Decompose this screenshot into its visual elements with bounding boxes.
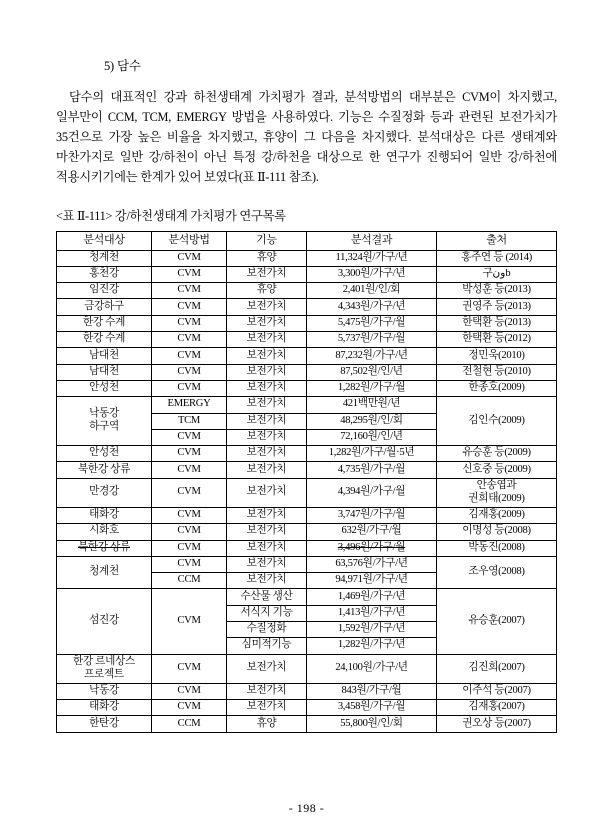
cell-target: 안성천 (57, 446, 152, 462)
cell-target: 한강 수계 (57, 332, 152, 348)
cell-function: 보전가치 (227, 332, 307, 348)
cell-target: 만경강 (57, 478, 152, 507)
table-caption: <표 Ⅱ-111> 강/하천생태계 가치평가 연구목록 (56, 208, 286, 223)
cell-result: 632원/가구/월 (307, 524, 437, 540)
cell-function: 보전가치 (227, 397, 307, 413)
cell-method: CVM (152, 315, 227, 331)
cell-source: 이주석 등(2007) (437, 683, 557, 699)
cell-result: 72,160원/인/년 (307, 429, 437, 445)
table-row (57, 683, 557, 699)
cell-function: 보전가치 (227, 540, 307, 556)
table-row (57, 556, 557, 572)
cell-method: CVM (152, 524, 227, 540)
cell-source: 정민욱(2010) (437, 348, 557, 364)
cell-source: 김인수(2009) (437, 397, 557, 446)
cell-source: 안송엽과 권희태(2009) (437, 478, 557, 507)
cell-method: CVM (152, 540, 227, 556)
cell-method: CVM (152, 700, 227, 716)
cell-result: 94,971원/가구/년 (307, 573, 437, 589)
cell-target: 시화호 (57, 524, 152, 540)
cell-function: 휴양 (227, 283, 307, 299)
page-number: - 198 - (288, 801, 325, 815)
cell-method: CVM (152, 507, 227, 523)
cell-function: 보전가치 (227, 524, 307, 540)
cell-function: 심미적기능 (227, 638, 307, 654)
table-row (57, 348, 557, 364)
cell-function: 보전가치 (227, 462, 307, 478)
cell-method: CVM (152, 364, 227, 380)
cell-result: 3,496원/가구/월 (307, 540, 437, 556)
cell-result: 421백만원/년 (307, 397, 437, 413)
cell-result: 24,100원/가구/년 (307, 654, 437, 683)
cell-method: CVM (152, 380, 227, 396)
cell-source: 구؜ونb (437, 266, 557, 282)
cell-source: 박성훈 등(2013) (437, 283, 557, 299)
cell-function: 보전가치 (227, 364, 307, 380)
cell-function: 보전가치 (227, 348, 307, 364)
cell-method: CVM (152, 266, 227, 282)
cell-function: 휴양 (227, 250, 307, 266)
cell-function: 보전가치 (227, 556, 307, 572)
cell-target: 북한강 상류 (57, 462, 152, 478)
cell-source: 김진희(2007) (437, 654, 557, 683)
cell-function: 보전가치 (227, 446, 307, 462)
cell-result: 5,475원/가구/월 (307, 315, 437, 331)
cell-result: 11,324원/가구/년 (307, 250, 437, 266)
column-header-target: 분석대상 (57, 231, 152, 250)
cell-source: 전철현 등(2010) (437, 364, 557, 380)
cell-result: 3,458원/가구/월 (307, 700, 437, 716)
cell-source: 이명성 등(2008) (437, 524, 557, 540)
cell-result: 1,413원/가구/년 (307, 605, 437, 621)
column-header-source: 출처 (437, 231, 557, 250)
cell-target: 낙동강 (57, 683, 152, 699)
table-row (57, 397, 557, 413)
cell-function: 보전가치 (227, 380, 307, 396)
cell-method: CCM (152, 573, 227, 589)
cell-target: 태화강 (57, 507, 152, 523)
cell-source: 김재홍(2007) (437, 700, 557, 716)
cell-source: 신호중 등(2009) (437, 462, 557, 478)
cell-method: CVM (152, 429, 227, 445)
cell-result: 1,592원/가구/년 (307, 621, 437, 637)
cell-result: 1,282원/가구/월·5년 (307, 446, 437, 462)
table-row (57, 540, 557, 556)
table-row (57, 299, 557, 315)
table-row (57, 507, 557, 523)
cell-target: 금강하구 (57, 299, 152, 315)
cell-method: CVM (152, 462, 227, 478)
table-row (57, 462, 557, 478)
cell-target: 임진강 (57, 283, 152, 299)
cell-function: 보전가치 (227, 573, 307, 589)
cell-target: 한강 수계 (57, 315, 152, 331)
cell-source: 한택환 등(2013) (437, 315, 557, 331)
cell-result: 63,576원/가구/년 (307, 556, 437, 572)
cell-result: 843원/가구/월 (307, 683, 437, 699)
cell-method: CVM (152, 299, 227, 315)
cell-source: 한종호(2009) (437, 380, 557, 396)
cell-function: 보전가치 (227, 429, 307, 445)
column-header-method: 분석방법 (152, 231, 227, 250)
cell-target: 낙동강 하구역 (57, 397, 152, 446)
cell-method: CVM (152, 332, 227, 348)
table-header-row (57, 231, 557, 250)
cell-method: CVM (152, 683, 227, 699)
cell-target: 섬진강 (57, 589, 152, 654)
table-row (57, 716, 557, 732)
valuation-study-table (56, 231, 557, 733)
cell-target: 남대천 (57, 364, 152, 380)
table-row (57, 524, 557, 540)
cell-method: CVM (152, 654, 227, 683)
body-paragraph: 담수의 대표적인 강과 하천생태계 가치평가 결과, 분석방법의 대부분은 CVM이 차지했고, 일부만이 CCM, TCM, EMERGY 방법을 사용하였다. 기능은 수질정화 등과 관련된 보전가치가 35건으로 가장 높은 비율을 차지했고, 휴양이 그 다음을 차지했다. 분석대상은 다른 생태계와 마찬가지로 일반 강/하천이 아닌 특정 강/하천을 대상으로 한 연구가 진행되어 일반 강/하천에 적용시키기에는 한계가 있어 보였다(표 Ⅱ-111 참조). (56, 90, 557, 184)
table-row (57, 589, 557, 605)
cell-function: 서식지 기능 (227, 605, 307, 621)
cell-result: 3,300원/가구/년 (307, 266, 437, 282)
cell-method: CVM (152, 556, 227, 572)
cell-function: 보전가치 (227, 683, 307, 699)
cell-method: TCM (152, 413, 227, 429)
cell-result: 1,469원/가구/년 (307, 589, 437, 605)
cell-result: 3,747원/가구/월 (307, 507, 437, 523)
cell-function: 보전가치 (227, 315, 307, 331)
table-body (57, 250, 557, 732)
cell-target: 청계천 (57, 556, 152, 589)
cell-method: CVM (152, 446, 227, 462)
cell-function: 보전가치 (227, 413, 307, 429)
table-row (57, 266, 557, 282)
cell-function: 보전가치 (227, 654, 307, 683)
cell-method: CCM (152, 716, 227, 732)
table-row (57, 700, 557, 716)
cell-function: 보전가치 (227, 478, 307, 507)
cell-target: 한강 르네상스 프로젝트 (57, 654, 152, 683)
table-row (57, 315, 557, 331)
cell-function: 보전가치 (227, 299, 307, 315)
cell-source: 박동진(2008) (437, 540, 557, 556)
column-header-result: 분석결과 (307, 231, 437, 250)
table-row (57, 478, 557, 507)
cell-result: 48,295원/인/회 (307, 413, 437, 429)
cell-function: 휴양 (227, 716, 307, 732)
table-row (57, 364, 557, 380)
table-row (57, 654, 557, 683)
cell-method: CVM (152, 348, 227, 364)
cell-source: 조우영(2008) (437, 556, 557, 589)
cell-result: 5,737원/가구/월 (307, 332, 437, 348)
cell-source: 권오상 등(2007) (437, 716, 557, 732)
cell-method: CVM (152, 589, 227, 654)
cell-result: 2,401원/인/회 (307, 283, 437, 299)
cell-result: 4,343원/가구/년 (307, 299, 437, 315)
cell-result: 55,800원/인/회 (307, 716, 437, 732)
cell-method: CVM (152, 478, 227, 507)
table-row (57, 446, 557, 462)
cell-source: 유승훈(2007) (437, 589, 557, 654)
cell-function: 수산물 생산 (227, 589, 307, 605)
cell-method: EMERGY (152, 397, 227, 413)
cell-target: 태화강 (57, 700, 152, 716)
table-row (57, 332, 557, 348)
cell-result: 1,282원/가구/년 (307, 638, 437, 654)
cell-function: 보전가치 (227, 700, 307, 716)
cell-target: 한탄강 (57, 716, 152, 732)
cell-result: 1,282원/가구/월 (307, 380, 437, 396)
cell-result: 87,232원/가구/년 (307, 348, 437, 364)
table-row (57, 283, 557, 299)
cell-source: 권영주 등(2013) (437, 299, 557, 315)
cell-source: 한택환 등(2012) (437, 332, 557, 348)
cell-result: 4,735원/가구/월 (307, 462, 437, 478)
cell-function: 보전가치 (227, 266, 307, 282)
cell-result: 4,394원/가구/월 (307, 478, 437, 507)
column-header-function: 기능 (227, 231, 307, 250)
cell-target: 청계천 (57, 250, 152, 266)
cell-function: 보전가치 (227, 507, 307, 523)
cell-target: 홍천강 (57, 266, 152, 282)
cell-method: CVM (152, 250, 227, 266)
cell-result: 87,502원/인/년 (307, 364, 437, 380)
cell-target: 남대천 (57, 348, 152, 364)
table-row (57, 380, 557, 396)
cell-target: 북한강 상류 (57, 540, 152, 556)
cell-source: 홍주연 등 (2014) (437, 250, 557, 266)
cell-source: 유승훈 등(2009) (437, 446, 557, 462)
section-heading: 5) 담수 (104, 59, 141, 73)
cell-target: 안성천 (57, 380, 152, 396)
cell-function: 수질정화 (227, 621, 307, 637)
cell-source: 김재홍(2009) (437, 507, 557, 523)
cell-method: CVM (152, 283, 227, 299)
table-row (57, 250, 557, 266)
